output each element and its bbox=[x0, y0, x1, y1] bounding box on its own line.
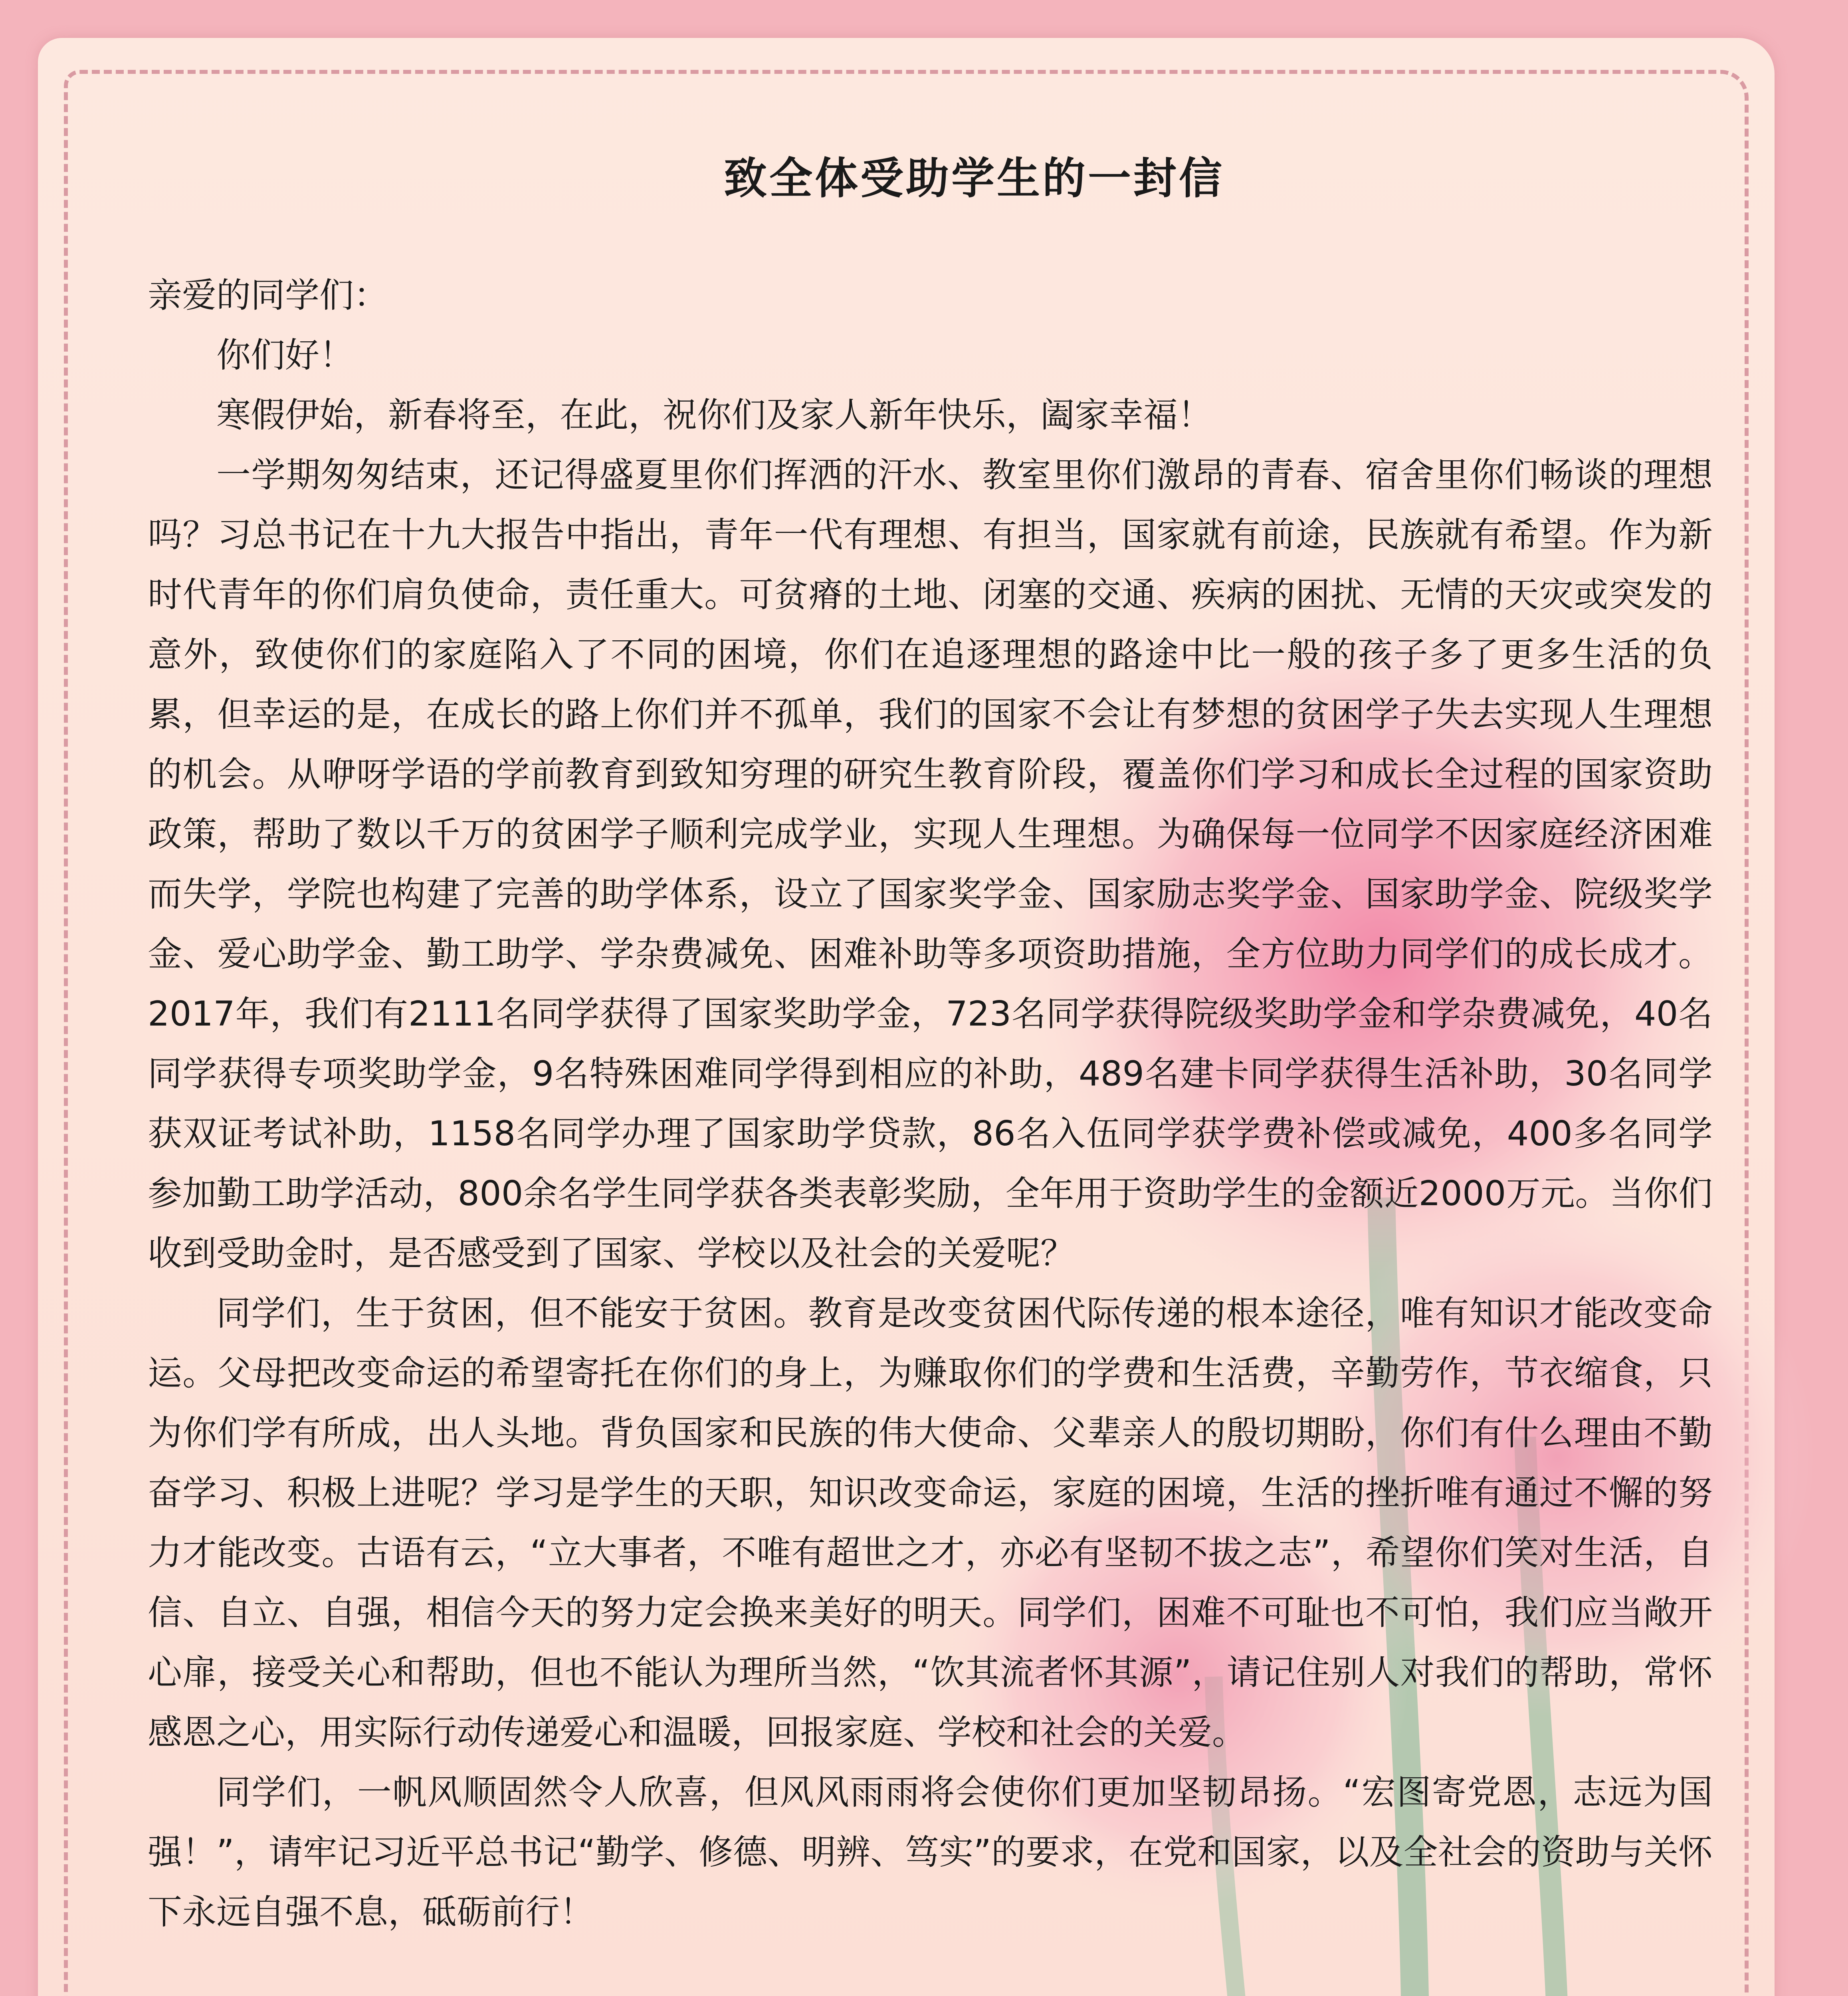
letter-salutation: 亲爱的同学们： bbox=[148, 275, 388, 315]
letter-paragraph: 一学期匆匆结束，还记得盛夏里你们挥洒的汗水、教室里你们激昂的青春、宿舍里你们畅谈的理想吗？习总书记在十九大报告中指出，青年一代有理想、有担当，国家就有前途，民族就有希望。作为新时代青年的你们肩负使命，责任重大。可贫瘠的土地、闭塞的交通、疾病的困扰、无情的天灾或突发的意外，致使你们的家庭陷入了不同的困境，你们在追逐理想的路途中比一般的孩子多了更多生活的负累，但幸运的是，在成长的路上你们并不孤单，我们的国家不会让有梦想的贫困学子失去实现人生理想的机会。从咿呀学语的学前教育到致知穷理的研究生教育阶段，覆盖你们学习和成长全过程的国家资助政策，帮助了数以千万的贫困学子顺利完成学业，实现人生理想。为确保每一位同学不因家庭经济困难而失学，学院也构建了完善的助学体系，设立了国家奖学金、国家励志奖学金、国家助学金、院级奖学金、爱心助学金、勤工助学、学杂费减免、困难补助等多项资助措施，全方位助力同学们的成长成才。2017年，我们有2111名同学获得了国家奖助学金，723名同学获得院级奖助学金和学杂费减免，40名同学获得专项奖助学金，9名特殊困难同学得到相应的补助，489名建卡同学获得生活补助，30名同学获双证考试补助，1158名同学办理了国家助学贷款，86名入伍同学获学费补偿或减免，400多名同学参加勤工助学活动，800余名学生同学获各类表彰奖励，全年用于资助学生的金额近2000万元。当你们收到受助金时，是否感受到了国家、学校以及社会的关爱呢？ bbox=[148, 455, 1713, 1273]
letter-body bbox=[148, 120, 1713, 1942]
letter-paragraph: 同学们，生于贫困，但不能安于贫困。教育是改变贫困代际传递的根本途径，唯有知识才能改变命运。父母把改变命运的希望寄托在你们的身上，为赚取你们的学费和生活费，辛勤劳作，节衣缩食，只为你们学有所成，出人头地。背负国家和民族的伟大使命、父辈亲人的殷切期盼，你们有什么理由不勤奋学习、积极上进呢？学习是学生的天职，知识改变命运，家庭的困境，生活的挫折唯有通过不懈的努力才能改变。古语有云，“立大事者，不唯有超世之才，亦必有坚韧不拔之志”，希望你们笑对生活，自信、自立、自强，相信今天的努力定会换来美好的明天。同学们，困难不可耻也不可怕，我们应当敞开心扉，接受关心和帮助，但也不能认为理所当然，“饮其流者怀其源”，请记住别人对我们的帮助，常怀感恩之心，用实际行动传递爱心和温暖，回报家庭、学校和社会的关爱。 bbox=[148, 1293, 1713, 1752]
letter-paragraph: 同学们，一帆风顺固然令人欣喜，但风风雨雨将会使你们更加坚韧昂扬。“宏图寄党恩，志远为国强！”，请牢记习近平总书记“勤学、修德、明辨、笃实”的要求，在党和国家，以及全社会的资助与关怀下永远自强不息，砥砺前行！ bbox=[148, 1772, 1713, 1932]
letter-paragraph: 你们好！ bbox=[216, 335, 354, 375]
letter-paragraph: 寒假伊始，新春将至，在此，祝你们及家人新年快乐，阖家幸福！ bbox=[216, 395, 1212, 435]
letter-title: 致全体受助学生的一封信 bbox=[723, 154, 1224, 204]
